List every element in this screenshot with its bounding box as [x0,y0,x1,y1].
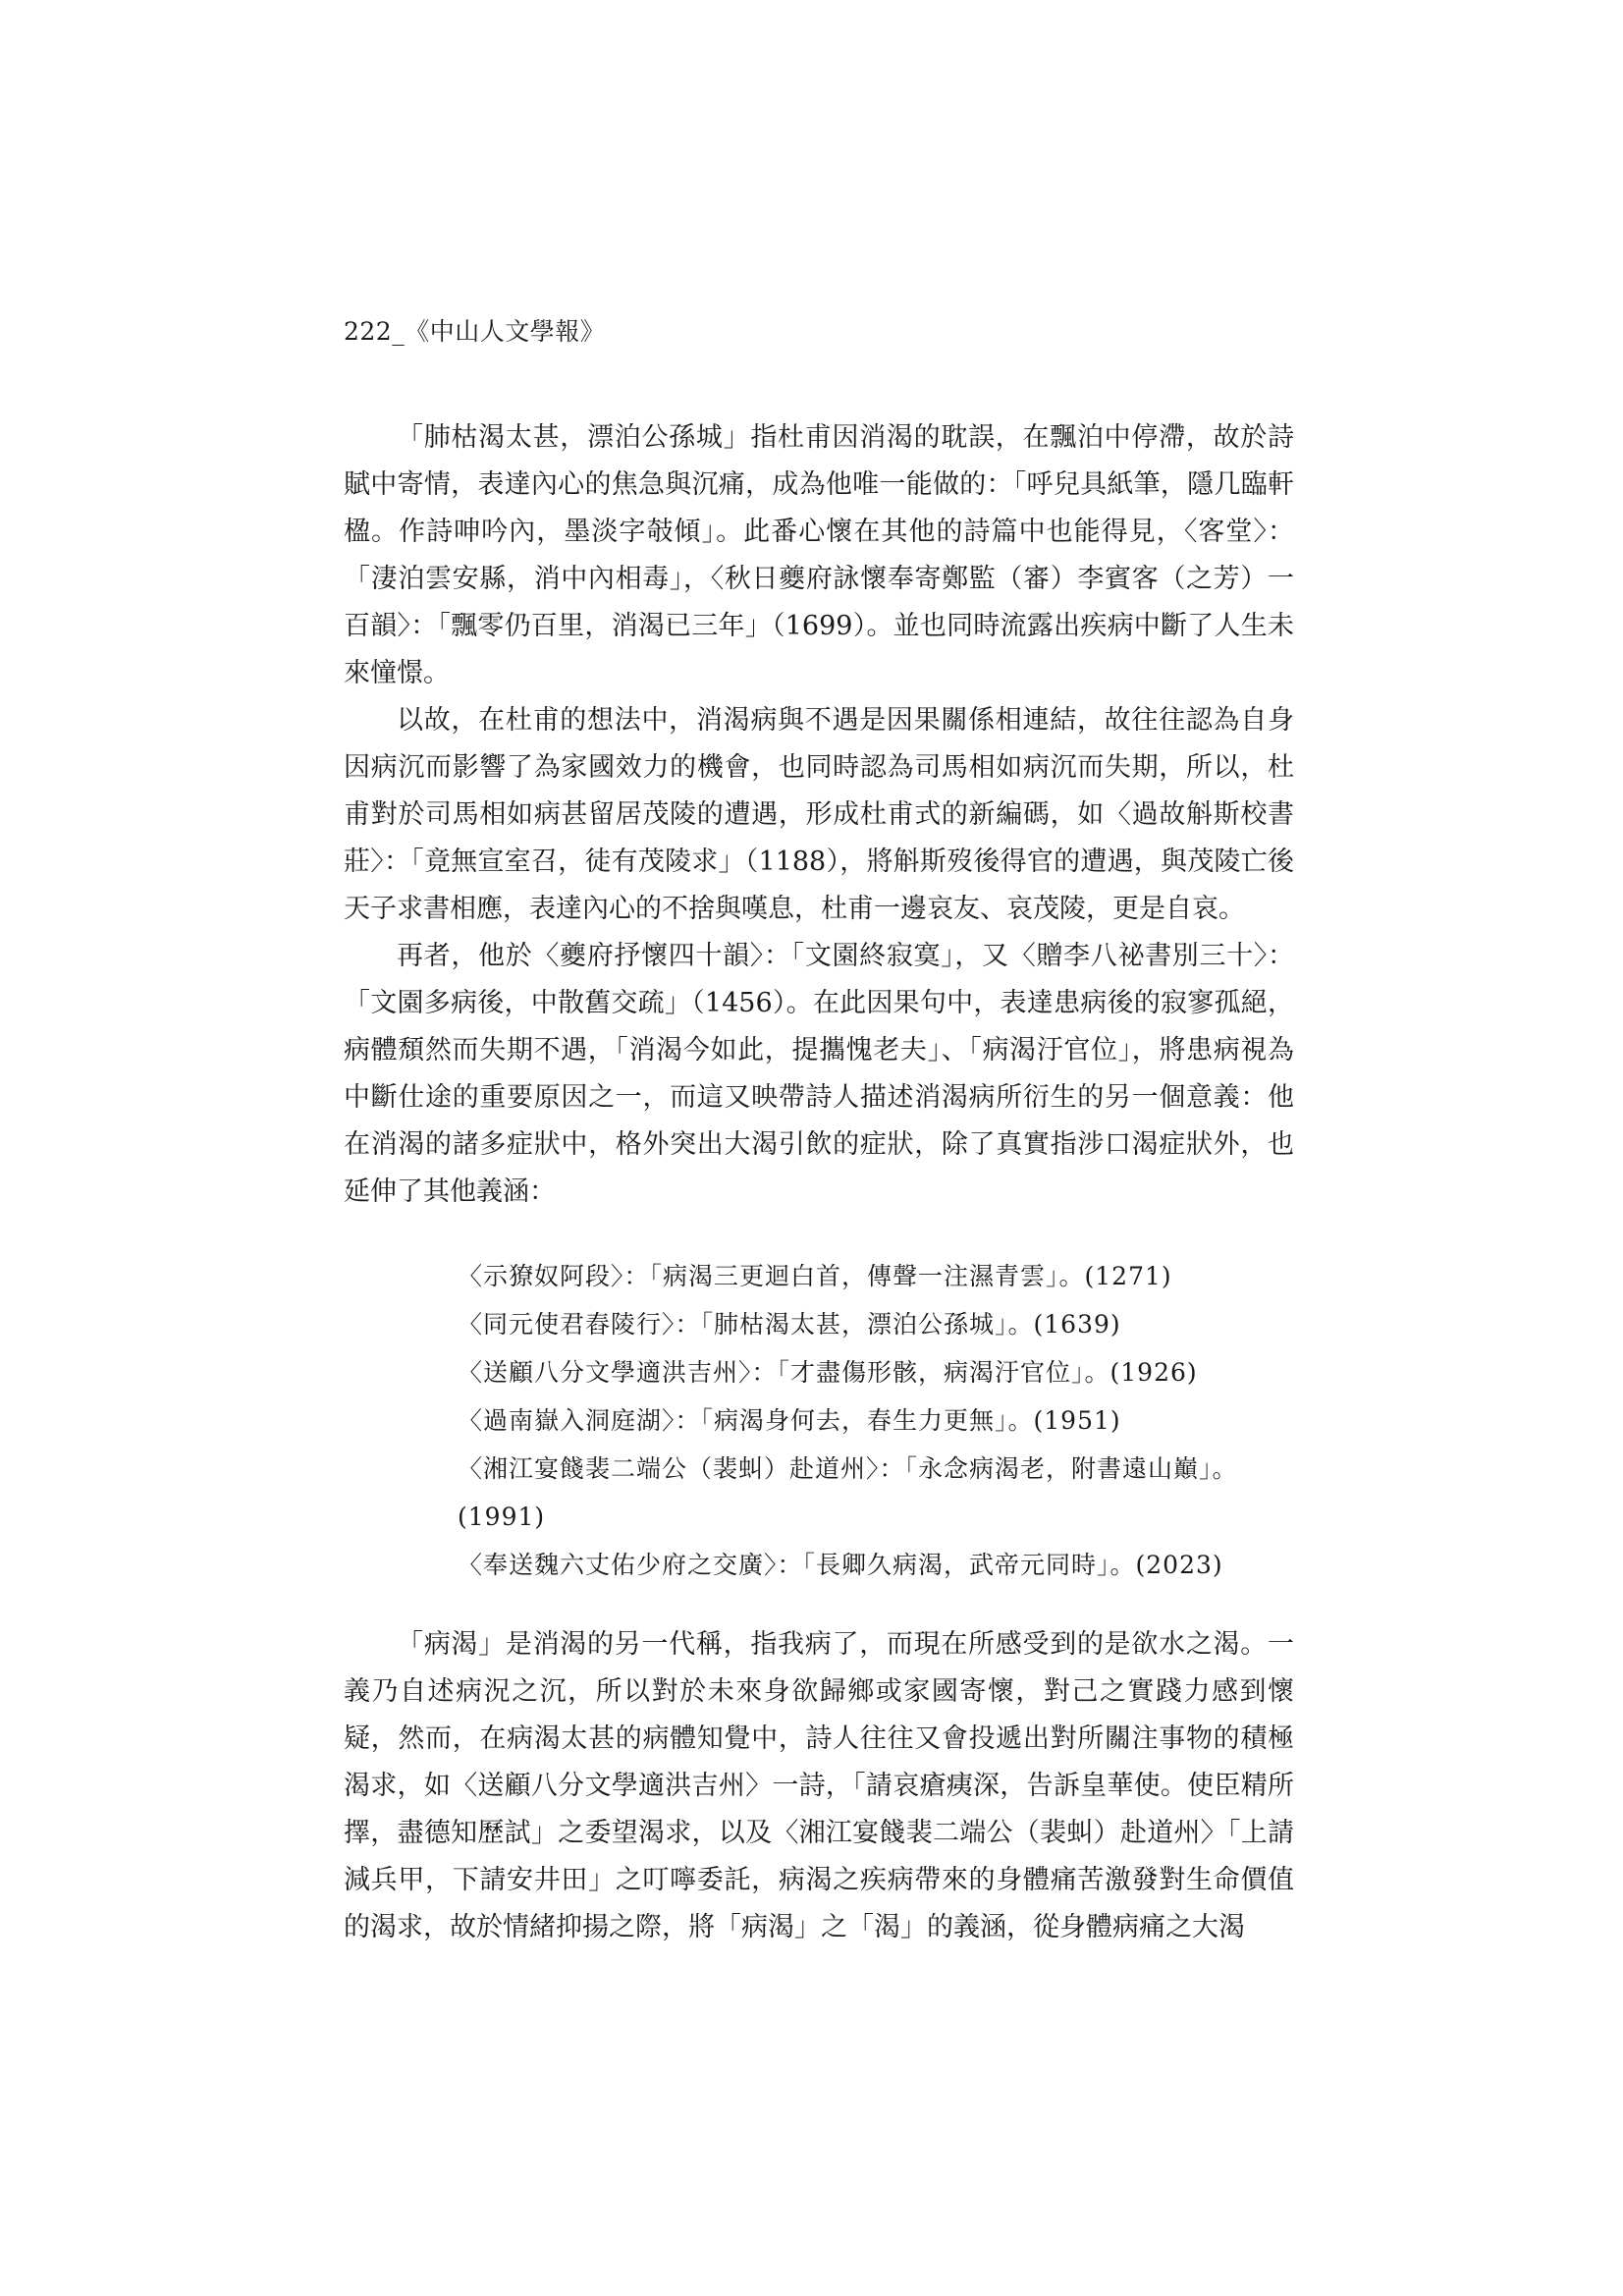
quote-line: 〈湘江宴餞裴二端公（裴虯）赴道州〉：「永念病渴老，附書遠山巔」。(1991) [458,1454,1238,1531]
body-section-2 [344,1621,1294,1951]
paragraph: 以故，在杜甫的想法中，消渴病與不遇是因果關係相連結，故往往認為自身因病沉而影響了為家國效力的機會，也同時認為司馬相如病沉而失期，所以，杜甫對於司馬相如病甚留居茂陵的遭遇，形成杜甫式的新編碼，如〈過故斛斯校書莊〉：「竟無宣室召，徒有茂陵求」（1188），將斛斯歿後得官的遭遇，與茂陵亡後天子求書相應，表達內心的不捨與嘆息，杜甫一邊哀友、哀茂陵，更是自哀。 [344,705,1294,924]
paragraph: 「肺枯渴太甚，漂泊公孫城」指杜甫因消渴的耽誤，在飄泊中停滯，故於詩賦中寄情，表達內心的焦急與沉痛，成為他唯一能做的：「呼兒具紙筆，隱几臨軒楹。作詩呻吟內，墨淡字攲傾」。此番心懷在其他的詩篇中也能得見，〈客堂〉：「淒泊雲安縣，消中內相毒」，〈秋日夔府詠懷奉寄鄭監（審）李賓客（之芳）一百韻〉：「飄零仍百里，消渴已三年」（1699）。並也同時流露出疾病中斷了人生未來憧憬。 [344,422,1294,688]
paragraph: 再者，他於〈夔府抒懷四十韻〉：「文園終寂寞」，又〈贈李八祕書別三十〉：「文園多病後，中散舊交疏」（1456）。在此因果句中，表達患病後的寂寥孤絕，病體頹然而失期不遇，「消渴今如此，提攜愧老夫」、「病渴汙官位」，將患病視為中斷仕途的重要原因之一，而這又映帶詩人描述消渴病所衍生的另一個意義：他在消渴的諸多症狀中，格外突出大渴引飲的症狀，除了真實指涉口渴症狀外，也延伸了其他義涵： [344,941,1294,1207]
quote-line: 〈過南嶽入洞庭湖〉：「病渴身何去，春生力更無」。(1951) [458,1406,1121,1435]
paragraph: 「病渴」是消渴的另一代稱，指我病了，而現在所感受到的是欲水之渴。一義乃自述病況之沉，所以對於未來身欲歸鄉或家國寄懷，對己之實踐力感到懷疑，然而，在病渴太甚的病體知覺中，詩人往往又會投遞出對所關注事物的積極渴求，如〈送顧八分文學適洪吉州〉一詩，「請哀瘡痍深，告訴皇華使。使臣精所擇，盡德知歷試」之委望渴求，以及〈湘江宴餞裴二端公（裴虯）赴道州〉「上請減兵甲，下請安井田」之叮嚀委託，病渴之疾病帶來的身體痛苦激發對生命價值的渴求，故於情緒抑揚之際，將「病渴」之「渴」的義涵，從身體病痛之大渴 [344,1629,1294,1942]
quote-line: 〈同元使君舂陵行〉：「肺枯渴太甚，漂泊公孫城」。(1639) [458,1310,1121,1339]
quote-line: 〈奉送魏六丈佑少府之交廣〉：「長卿久病渴，武帝元同時」。(2023) [458,1551,1223,1579]
quote-line: 〈示獠奴阿段〉：「病渴三更迴白首，傳聲一注濕青雲」。(1271) [458,1262,1172,1290]
running-head: 222_《中山人文學報》 [344,317,606,346]
quote-line: 〈送顧八分文學適洪吉州〉：「才盡傷形骸，病渴汙官位」。(1926) [458,1358,1198,1387]
body-section-1 [344,414,1294,1216]
quote-block [458,1252,1302,1589]
